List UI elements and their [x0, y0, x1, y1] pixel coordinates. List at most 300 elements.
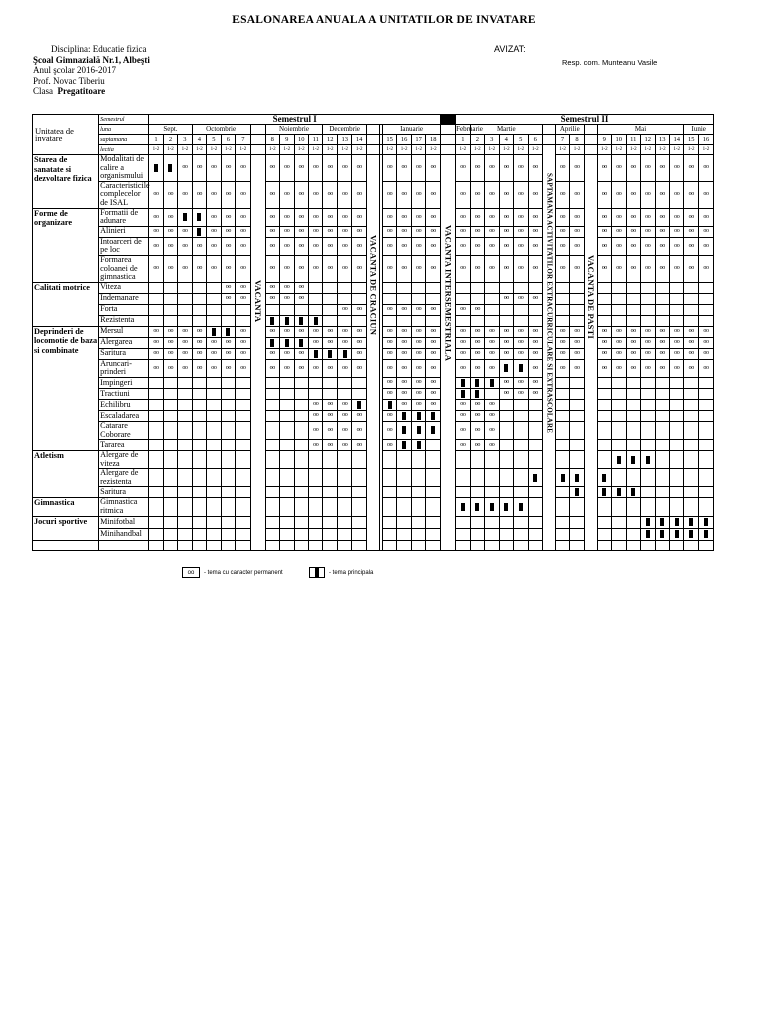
lesson-number: 1-2 — [149, 145, 163, 155]
schedule-cell — [382, 155, 396, 182]
permanent-theme-mark: oo — [616, 228, 622, 235]
schedule-cell — [612, 337, 626, 348]
schedule-cell — [280, 451, 294, 469]
schedule-cell — [323, 469, 337, 487]
schedule-cell — [192, 399, 206, 410]
schedule-cell — [514, 516, 528, 528]
class-label: Clasa — [33, 86, 53, 96]
schedule-cell — [163, 540, 177, 550]
schedule-cell — [192, 487, 206, 498]
schedule-cell — [397, 226, 411, 237]
principal-theme-mark — [561, 474, 565, 482]
schedule-cell — [684, 208, 698, 226]
schedule-cell — [192, 410, 206, 421]
schedule-cell — [352, 315, 366, 326]
permanent-theme-mark: oo — [703, 328, 709, 335]
schedule-cell — [397, 181, 411, 208]
schedule-cell — [280, 421, 294, 439]
permanent-theme-mark: oo — [327, 328, 333, 335]
schedule-cell — [514, 226, 528, 237]
schedule-cell — [426, 469, 441, 487]
schedule-cell — [555, 226, 569, 237]
category-c1: Starea de sanatate si dezvoltare fizica — [33, 155, 99, 209]
permanent-theme-mark: oo — [574, 228, 580, 235]
schedule-cell — [163, 440, 177, 451]
schedule-cell — [207, 315, 221, 326]
schedule-cell — [456, 377, 470, 388]
permanent-theme-mark: oo — [532, 364, 538, 371]
permanent-theme-mark: oo — [503, 295, 509, 302]
schedule-cell — [612, 410, 626, 421]
schedule-cell — [528, 498, 542, 516]
schedule-cell — [207, 155, 221, 182]
schedule-cell — [470, 293, 484, 304]
schedule-cell — [528, 377, 542, 388]
schedule-cell — [280, 516, 294, 528]
schedule-cell — [597, 293, 611, 304]
permanent-theme-mark: oo — [489, 328, 495, 335]
principal-theme-mark — [299, 339, 303, 347]
schedule-cell — [382, 226, 396, 237]
schedule-cell — [641, 528, 655, 540]
schedule-cell — [655, 181, 669, 208]
schedule-cell — [337, 237, 351, 255]
vacation-column-v1 — [250, 155, 265, 551]
schedule-cell — [308, 421, 322, 439]
schedule-cell — [514, 469, 528, 487]
schedule-cell — [485, 388, 499, 399]
schedule-cell — [570, 451, 584, 469]
permanent-theme-mark: oo — [196, 350, 203, 357]
schedule-cell — [294, 410, 308, 421]
schedule-cell — [456, 359, 470, 377]
schedule-cell — [163, 359, 177, 377]
schedule-cell — [178, 487, 192, 498]
schedule-cell — [163, 304, 177, 315]
permanent-theme-mark: oo — [532, 295, 538, 302]
schedule-cell — [178, 348, 192, 359]
schedule-cell — [499, 155, 513, 182]
schedule-cell — [612, 451, 626, 469]
schedule-cell — [382, 359, 396, 377]
schedule-cell — [485, 208, 499, 226]
permanent-theme-mark: oo — [645, 213, 651, 220]
schedule-cell — [426, 451, 441, 469]
schedule-cell — [178, 451, 192, 469]
lesson-number: 1-2 — [684, 145, 698, 155]
lesson-number: 1-2 — [280, 145, 294, 155]
schedule-cell — [178, 293, 192, 304]
permanent-theme-mark: oo — [211, 265, 217, 272]
schedule-cell — [528, 528, 542, 540]
schedule-cell — [308, 237, 322, 255]
permanent-theme-mark: oo — [659, 191, 665, 198]
schedule-cell — [163, 155, 177, 182]
permanent-theme-mark: oo — [659, 213, 665, 220]
schedule-cell — [149, 359, 163, 377]
schedule-cell — [570, 337, 584, 348]
schedule-cell — [470, 540, 484, 550]
permanent-theme-mark: oo — [674, 191, 680, 198]
schedule-cell — [528, 348, 542, 359]
principal-theme-mark — [475, 390, 479, 398]
permanent-theme-mark: oo — [659, 328, 665, 335]
permanent-theme-mark: oo — [225, 339, 231, 346]
schedule-cell — [192, 155, 206, 182]
schedule-cell — [669, 208, 683, 226]
schedule-cell — [485, 348, 499, 359]
schedule-cell — [528, 208, 542, 226]
schedule-cell — [485, 516, 499, 528]
schedule-cell — [236, 451, 250, 469]
permanent-symbol: oo — [182, 567, 200, 578]
schedule-cell — [236, 516, 250, 528]
schedule-cell — [612, 377, 626, 388]
permanent-theme-mark: oo — [269, 164, 275, 171]
schedule-cell — [641, 498, 655, 516]
permanent-theme-mark: oo — [532, 242, 538, 249]
permanent-theme-mark: oo — [401, 213, 407, 220]
schedule-cell — [236, 304, 250, 315]
permanent-theme-mark: oo — [298, 242, 304, 249]
permanent-theme-mark: oo — [298, 265, 304, 272]
permanent-theme-mark: oo — [430, 390, 436, 397]
month-iun: Iunie — [684, 125, 714, 135]
schedule-cell — [163, 451, 177, 469]
schedule-cell — [397, 528, 411, 540]
activity-label: Formarea coloanei de gimnastica — [99, 255, 149, 282]
permanent-theme-mark: oo — [167, 228, 174, 235]
permanent-theme-mark: oo — [167, 364, 174, 371]
schedule-cell — [426, 208, 441, 226]
schedule-cell — [308, 326, 322, 337]
permanent-theme-mark: oo — [430, 213, 436, 220]
permanent-theme-mark: oo — [616, 191, 622, 198]
schedule-cell — [280, 528, 294, 540]
permanent-theme-mark: oo — [401, 364, 407, 371]
schedule-cell — [597, 487, 611, 498]
schedule-cell — [411, 469, 425, 487]
permanent-theme-mark: oo — [630, 364, 636, 371]
permanent-theme-mark: oo — [616, 213, 622, 220]
schedule-cell — [294, 540, 308, 550]
schedule-cell — [570, 421, 584, 439]
permanent-theme-mark: oo — [703, 364, 709, 371]
schedule-cell — [612, 315, 626, 326]
lesson-number: 1-2 — [397, 145, 411, 155]
principal-theme-mark — [660, 518, 664, 526]
permanent-theme-mark: oo — [630, 191, 636, 198]
schedule-cell — [149, 337, 163, 348]
schedule-cell — [684, 410, 698, 421]
schedule-cell — [570, 410, 584, 421]
schedule-cell — [308, 359, 322, 377]
permanent-theme-mark: oo — [659, 339, 665, 346]
permanent-theme-mark: oo — [674, 328, 680, 335]
permanent-theme-mark: oo — [313, 191, 319, 198]
activity-label: Minifotbal — [99, 516, 149, 528]
lesson-number: 1-2 — [382, 145, 396, 155]
schedule-cell — [323, 237, 337, 255]
activity-label: Minihandbal — [99, 528, 149, 540]
schedule-cell — [570, 282, 584, 293]
permanent-theme-mark: oo — [645, 191, 651, 198]
schedule-cell — [669, 326, 683, 337]
schedule-cell — [337, 348, 351, 359]
schedule-cell — [265, 487, 279, 498]
schedule-cell — [626, 540, 640, 550]
schedule-cell — [163, 498, 177, 516]
permanent-theme-mark: oo — [703, 265, 709, 272]
schedule-cell — [684, 226, 698, 237]
schedule-cell — [337, 304, 351, 315]
permanent-theme-mark: oo — [225, 191, 231, 198]
permanent-theme-mark: oo — [460, 306, 466, 313]
schedule-cell — [163, 410, 177, 421]
schedule-cell — [207, 237, 221, 255]
schedule-cell — [236, 410, 250, 421]
schedule-cell — [411, 304, 425, 315]
schedule-cell — [499, 304, 513, 315]
schedule-cell — [382, 421, 396, 439]
schedule-cell — [397, 237, 411, 255]
week-number: 11 — [308, 135, 322, 145]
permanent-theme-mark: oo — [574, 265, 580, 272]
schedule-cell — [294, 451, 308, 469]
permanent-theme-mark: oo — [269, 228, 275, 235]
schedule-cell — [570, 388, 584, 399]
week-number: 3 — [485, 135, 499, 145]
schedule-cell — [597, 377, 611, 388]
permanent-theme-mark: oo — [196, 164, 203, 171]
schedule-cell — [426, 399, 441, 410]
permanent-theme-mark: oo — [616, 164, 622, 171]
schedule-cell — [684, 451, 698, 469]
schedule-cell — [397, 337, 411, 348]
schedule-cell — [456, 181, 470, 208]
permanent-theme-mark: oo — [356, 441, 362, 448]
month-oct: Octombrie — [192, 125, 250, 135]
permanent-theme-mark: oo — [460, 164, 466, 171]
permanent-theme-mark: oo — [327, 441, 333, 448]
permanent-theme-mark: oo — [645, 265, 651, 272]
schedule-cell — [207, 440, 221, 451]
schedule-cell — [456, 421, 470, 439]
schedule-cell — [499, 440, 513, 451]
schedule-cell — [499, 399, 513, 410]
schedule-cell — [626, 255, 640, 282]
permanent-theme-mark: oo — [416, 401, 422, 408]
schedule-cell — [655, 421, 669, 439]
schedule-cell — [485, 326, 499, 337]
schedule-cell — [470, 440, 484, 451]
schedule-cell — [684, 237, 698, 255]
schedule-cell — [192, 237, 206, 255]
week-number: 4 — [192, 135, 206, 145]
permanent-theme-mark: oo — [240, 350, 246, 357]
schedule-cell — [207, 421, 221, 439]
category-c4: Deprinderi de locomotie de baza si combinate — [33, 326, 99, 450]
permanent-theme-mark: oo — [327, 401, 333, 408]
schedule-cell — [280, 181, 294, 208]
schedule-cell — [352, 516, 366, 528]
permanent-theme-mark: oo — [703, 191, 709, 198]
schedule-cell — [294, 516, 308, 528]
principal-theme-mark — [461, 379, 465, 387]
permanent-theme-mark: oo — [430, 191, 436, 198]
schedule-cell — [294, 469, 308, 487]
permanent-theme-mark: oo — [430, 242, 436, 249]
schedule-cell — [178, 304, 192, 315]
schedule-cell — [323, 255, 337, 282]
schedule-cell — [570, 516, 584, 528]
permanent-theme-mark: oo — [688, 265, 694, 272]
schedule-cell — [221, 359, 235, 377]
permanent-theme-mark: oo — [532, 228, 538, 235]
schedule-cell — [337, 181, 351, 208]
schedule-cell — [178, 226, 192, 237]
schedule-cell — [149, 487, 163, 498]
schedule-cell — [207, 326, 221, 337]
permanent-theme-mark: oo — [196, 265, 203, 272]
vacation-label: VACANTA INTERSEMESTRIALA — [443, 225, 454, 362]
permanent-theme-mark: oo — [630, 265, 636, 272]
schedule-cell — [382, 451, 396, 469]
principal-theme-mark — [270, 317, 274, 325]
month-sept: Sept. — [149, 125, 192, 135]
permanent-theme-mark: oo — [430, 164, 436, 171]
schedule-cell — [470, 181, 484, 208]
schedule-cell — [221, 208, 235, 226]
schedule-cell — [485, 540, 499, 550]
schedule-cell — [470, 516, 484, 528]
schedule-cell — [612, 528, 626, 540]
lesson-number: 1-2 — [669, 145, 683, 155]
permanent-theme-mark: oo — [460, 265, 466, 272]
schedule-cell — [221, 282, 235, 293]
schedule-cell — [528, 181, 542, 208]
schedule-cell — [470, 255, 484, 282]
week-number: 9 — [280, 135, 294, 145]
permanent-theme-mark: oo — [269, 265, 275, 272]
schedule-cell — [456, 226, 470, 237]
schedule-cell — [411, 326, 425, 337]
schedule-cell — [612, 421, 626, 439]
permanent-theme-mark: oo — [298, 284, 304, 291]
permanent-theme-mark: oo — [674, 339, 680, 346]
permanent-theme-mark: oo — [356, 328, 362, 335]
schedule-cell — [655, 359, 669, 377]
schedule-cell — [499, 528, 513, 540]
schedule-cell — [265, 181, 279, 208]
permanent-theme-mark: oo — [356, 213, 362, 220]
principal-theme-mark — [357, 401, 361, 409]
schedule-cell — [684, 440, 698, 451]
schedule-cell — [411, 377, 425, 388]
schedule-cell — [221, 155, 235, 182]
schedule-cell — [221, 469, 235, 487]
permanent-theme-mark: oo — [269, 328, 275, 335]
schedule-cell — [485, 410, 499, 421]
schedule-cell — [163, 237, 177, 255]
schedule-cell — [485, 155, 499, 182]
schedule-cell — [323, 410, 337, 421]
permanent-theme-mark: oo — [225, 295, 231, 302]
schedule-cell — [337, 498, 351, 516]
schedule-cell — [485, 399, 499, 410]
principal-theme-mark — [461, 503, 465, 511]
permanent-theme-mark: oo — [674, 213, 680, 220]
schedule-cell — [528, 388, 542, 399]
permanent-theme-mark: oo — [327, 339, 333, 346]
permanent-theme-mark: oo — [630, 228, 636, 235]
schedule-cell — [221, 540, 235, 550]
schedule-cell — [149, 208, 163, 226]
permanent-theme-mark: oo — [327, 213, 333, 220]
schedule-cell — [555, 498, 569, 516]
permanent-theme-mark: oo — [298, 295, 304, 302]
schedule-cell — [641, 440, 655, 451]
schedule-cell — [265, 498, 279, 516]
schedule-cell — [294, 528, 308, 540]
principal-theme-mark — [575, 488, 579, 496]
schedule-cell — [323, 315, 337, 326]
permanent-theme-mark: oo — [645, 339, 651, 346]
schedule-cell — [221, 440, 235, 451]
schedule-cell — [280, 304, 294, 315]
week-gap — [543, 135, 556, 145]
schedule-cell — [528, 540, 542, 550]
activity-label: Aruncari-prinderi — [99, 359, 149, 377]
schedule-cell — [236, 487, 250, 498]
permanent-theme-mark: oo — [225, 265, 231, 272]
week-number: 13 — [655, 135, 669, 145]
schedule-cell — [308, 377, 322, 388]
permanent-theme-mark: oo — [342, 242, 348, 249]
schedule-cell — [698, 516, 713, 528]
permanent-theme-mark: oo — [416, 306, 422, 313]
permanent-theme-mark: oo — [387, 379, 393, 386]
schedule-cell — [669, 155, 683, 182]
schedule-cell — [397, 326, 411, 337]
schedule-cell — [280, 348, 294, 359]
permanent-theme-mark: oo — [630, 328, 636, 335]
principal-theme-mark — [183, 213, 187, 221]
schedule-cell — [207, 377, 221, 388]
schedule-cell — [178, 155, 192, 182]
schedule-cell — [684, 421, 698, 439]
week-gap — [250, 135, 265, 145]
schedule-cell — [308, 399, 322, 410]
schedule-cell — [698, 440, 713, 451]
schedule-cell — [528, 451, 542, 469]
week-number: 2 — [163, 135, 177, 145]
schedule-cell — [149, 469, 163, 487]
permanent-theme-mark: oo — [342, 339, 348, 346]
permanent-theme-mark: oo — [167, 242, 174, 249]
schedule-cell — [570, 528, 584, 540]
schedule-cell — [323, 540, 337, 550]
schedule-cell — [207, 498, 221, 516]
permanent-theme-mark: oo — [518, 213, 524, 220]
permanent-theme-mark: oo — [401, 265, 407, 272]
week-number: 12 — [641, 135, 655, 145]
schedule-cell — [626, 399, 640, 410]
permanent-theme-mark: oo — [387, 164, 393, 171]
schedule-cell — [499, 282, 513, 293]
vacation-label: VACANTA DE PASTI — [586, 255, 597, 339]
schedule-cell — [684, 469, 698, 487]
